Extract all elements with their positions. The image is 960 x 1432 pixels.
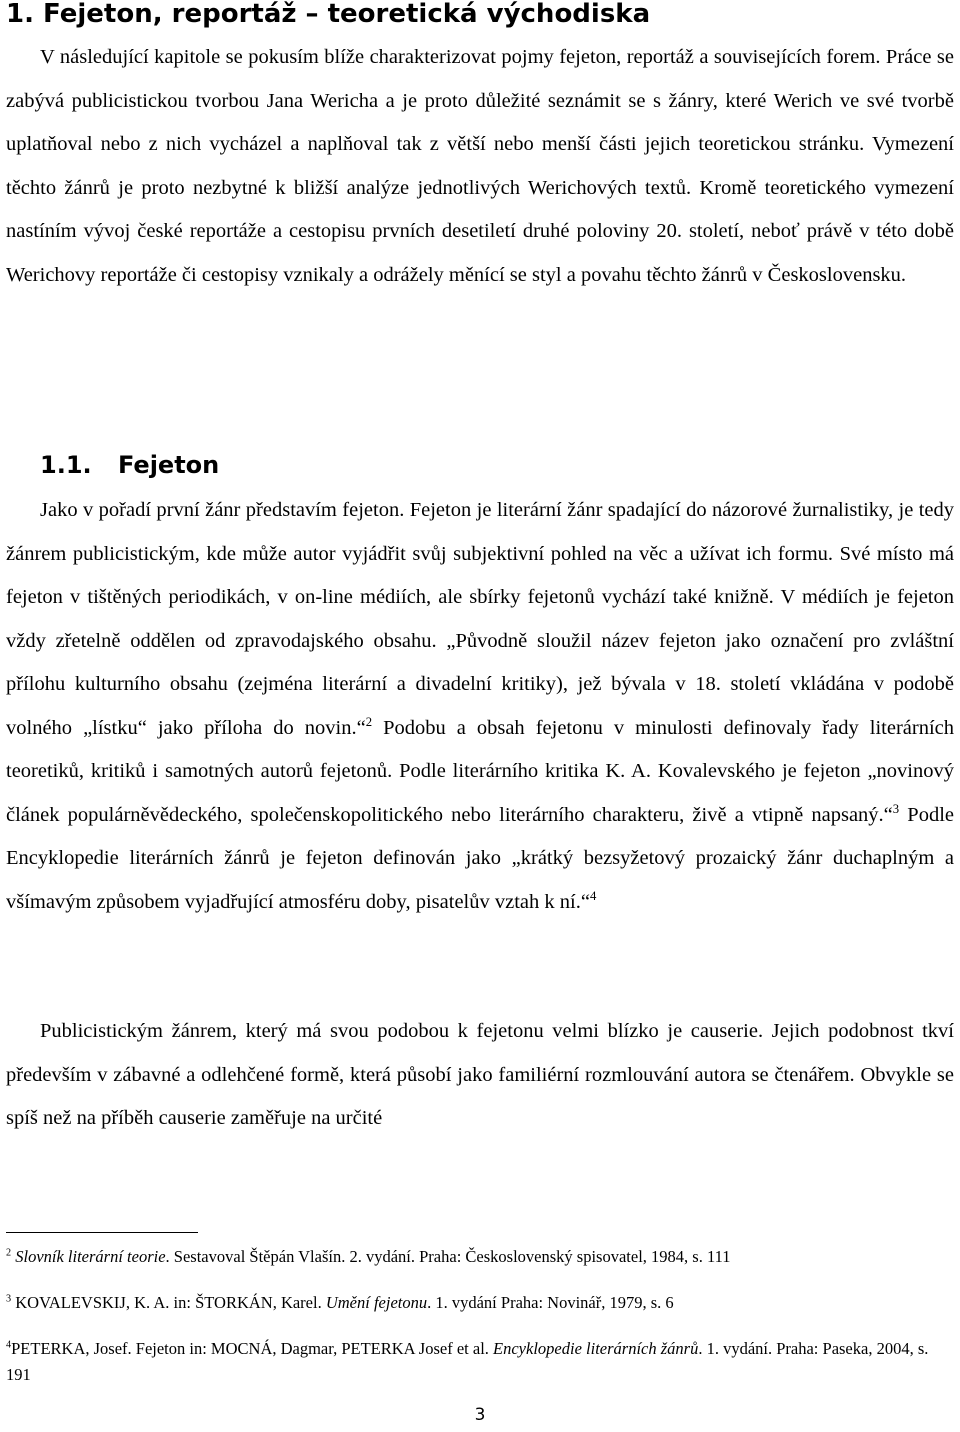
intro-paragraph: V následující kapitole se pokusím blíže charakterizovat pojmy fejeton, reportáž a souvisejících forem. Práce se zabývá publicistickou tvorbou Jana Wericha a je proto důležité seznámit se s žánry, které Werich ve své tvorbě uplatňoval nebo z nich vycházel a naplňoval tak z větší nebo menší části jejich teoretickou stránku. Vymezení těchto žánrů je proto nezbytné k bližší analýze jednotlivých Werichových textů. Kromě teoretického vymezení nastíním vývoj české reportáže a cestopisu prvních desetiletí druhé poloviny 20. století, neboť právě v této době Werichovy reportáže či cestopisy vznikaly a odrážely měnící se styl a povahu těchto žánrů v Československu. bbox=[6, 46, 954, 286]
footnote-text: . Sestavoval Štěpán Vlašín. 2. vydání. Praha: Československý spisovatel, 1984, s. 111 bbox=[165, 1247, 731, 1266]
footnote-mark: 3 bbox=[6, 1293, 12, 1305]
footnote-text: PETERKA, Josef. Fejeton in: MOCNÁ, Dagmar, PETERKA Josef et al. bbox=[11, 1339, 494, 1358]
fejeton-paragraph bbox=[6, 489, 954, 924]
footnote-text: . 1. vydání Praha: Novinář, 1979, s. 6 bbox=[427, 1293, 674, 1312]
footnote-text: KOVALEVSKIJ, K. A. in: ŠTORKÁN, Karel. bbox=[11, 1293, 326, 1312]
footnote-ref[interactable]: 4 bbox=[589, 888, 597, 903]
footnote bbox=[6, 1244, 954, 1270]
section-heading bbox=[40, 448, 219, 482]
footnote-title: Slovník literární teorie bbox=[15, 1247, 166, 1266]
page-number: 3 bbox=[474, 1405, 486, 1425]
chapter-heading: 1. Fejeton, reportáž – teoretická východiska bbox=[6, 0, 651, 29]
causerie-paragraph: Publicistickým žánrem, který má svou podobou k fejetonu velmi blízko je causerie. Jejich podobnost tkví především v zábavné a odlehčené formě, která působí jako familiérní rozmlouvání autora se čtenářem. Obvykle se spíš než na příběh causerie zaměřuje na určité bbox=[6, 1020, 954, 1129]
footnote-ref[interactable]: 2 bbox=[365, 714, 373, 729]
fejeton-text-a: Jako v pořadí první žánr představím fejeton. Fejeton je literární žánr spadající do názorové žurnalistiky, je tedy žánrem publicistickým, kde může autor vyjádřit svůj subjektivní pohled na věc a užívat ich formu. Své místo má fejeton v tištěných periodikách, v on-line médiích, ale sbírky fejetonů vychází také knižně. V médiích je fejeton vždy zřetelně oddělen od zpravodajského obsahu. „Původně sloužil název fejeton jako označení pro zvláštní přílohu kulturního obsahu (zejména literární a divadelní kritiky), jež bývala v 18. století vkládána v podobě volného „lístku“ jako příloha do novin.“ bbox=[6, 499, 954, 739]
fejeton-text-b: Podobu a obsah fejetonu v minulosti definovaly řady literárních teoretiků, kritiků i samotných autorů fejetonů. Podle literárního kritika K. A. Kovalevského je fejeton „novinový článek populárněvědeckého, společenskopolitického nebo literárního charakteru, živě a vtipně napsaný.“ bbox=[6, 716, 954, 826]
section-title: Fejeton bbox=[118, 451, 220, 479]
footnote-ref[interactable]: 3 bbox=[892, 801, 900, 816]
footnote bbox=[6, 1290, 954, 1316]
fejeton-text-c: Podle Encyklopedie literárních žánrů je fejeton definován jako „krátký bezsyžetový prozaický žánr duchaplným a všímavým způsobem vyjadřující atmosféru doby, pisatelův vztah k ní.“ bbox=[6, 803, 954, 913]
footnote-text: . 1. vydání. Praha: Paseka, 2004, s. 191 bbox=[6, 1339, 929, 1384]
footnote-title: Umění fejetonu bbox=[325, 1293, 428, 1312]
footnote-mark: 2 bbox=[6, 1247, 12, 1259]
footnote-mark: 4 bbox=[6, 1339, 12, 1351]
footnote-title: Encyklopedie literárních žánrů bbox=[493, 1339, 699, 1358]
footnote-separator bbox=[6, 1232, 198, 1233]
footnote bbox=[6, 1336, 954, 1388]
section-number: 1.1. bbox=[40, 451, 92, 479]
document-page bbox=[6, 0, 954, 1432]
